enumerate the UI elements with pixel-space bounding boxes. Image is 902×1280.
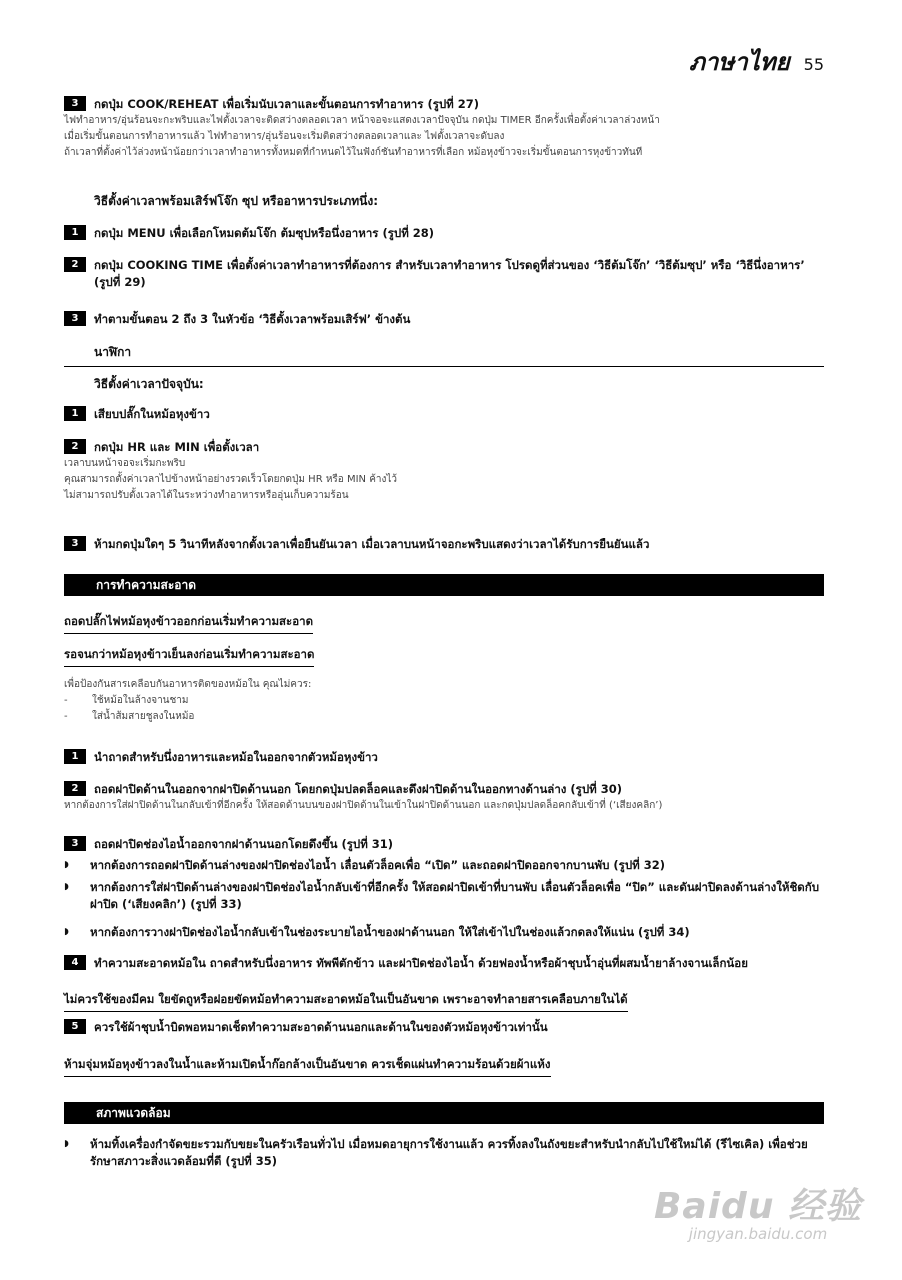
step-number: 3 (64, 96, 86, 111)
clock-heading: วิธีตั้งค่าเวลาปัจจุบัน: (94, 377, 204, 391)
warning-text: รอจนกว่าหม้อหุงข้าวเย็นลงก่อนเริ่มทำความสะอาด (64, 646, 314, 667)
baidu-watermark (654, 1178, 862, 1243)
note-line: ไฟทำอาหาร/อุ่นร้อนจะกะพริบและไฟตั้งเวลาจะติดสว่างตลอดเวลา หน้าจอจะแสดงเวลาปัจจุบัน กดปุ่ม TIMER อีกครั้งเพื่อตั้งค่าเวลาล่วงหน้า (64, 115, 660, 126)
cleaning-bullet-1 (64, 857, 824, 874)
step-text: กดปุ่ม HR และ MIN เพื่อตั้งเวลา (94, 440, 260, 454)
step-text: ห้ามกดปุ่มใดๆ 5 วินาทีหลังจากตั้งเวลาเพื่อยืนยันเวลา เมื่อเวลาบนหน้าจอกะพริบแสดงว่าเวลาได้รับการยืนยันแล้ว (94, 537, 650, 551)
warning-text: ถอดปลั๊กไฟหม้อหุงข้าวออกก่อนเริ่มทำความสะอาด (64, 613, 313, 634)
step-number: 1 (64, 225, 86, 240)
step-text: ถอดฝาปิดด้านในออกจากฝาปิดด้านนอก โดยกดปุ่มปลดล็อคและดึงฝาปิดด้านในออกทางด้านล่าง (รูปที่ 30) (94, 782, 623, 796)
bullet-text: หากต้องการวางฝาปิดช่องไอน้ำกลับเข้าในช่องระบายไอน้ำของฝาด้านนอก ให้ใส่เข้าไปในช่องแล้วกดลงให้แน่น (รูปที่ 34) (90, 925, 690, 939)
cleaning-warning-4 (64, 1053, 824, 1077)
bullet-text: ห้ามทิ้งเครื่องกำจัดขยะรวมกับขยะในครัวเรือนทั่วไป เมื่อหมดอายุการใช้งานแล้ว ควรทิ้งลงในถังขยะสำหรับนำกลับไปใช้ใหม่ได้ (รีไซเคิล) เพื่อช่วยรักษาสภาวะสิ่งแวดล้อมที่ดี (รูปที่ 35) (90, 1137, 808, 1168)
note-line: หากต้องการใส่ฝาปิดด้านในกลับเข้าที่อีกครั้ง ให้สอดด้านบนของฝาปิดด้านในเข้าในฝาปิดด้านนอก และกดปุ่มปลดล็อคกลับเข้าที่ (‘เสียงคลิก’) (64, 800, 663, 811)
cleaning-step-3 (64, 836, 824, 853)
page-header (689, 42, 824, 81)
bullet-text: หากต้องการถอดฝาปิดด้านล่างของฝาปิดช่องไอน้ำ เลื่อนตัวล็อคเพื่อ “เปิด” และถอดฝาปิดออกจากบานพับ (รูปที่ 32) (90, 858, 665, 872)
step-text: ทำตามขั้นตอน 2 ถึง 3 ในหัวข้อ ‘วิธีตั้งเวลาพร้อมเสิร์ฟ’ ข้างต้น (94, 312, 411, 326)
cleaning-bullet-2 (64, 879, 824, 913)
step-text: เสียบปลั๊กในหม้อหุงข้าว (94, 407, 210, 421)
dash-item (64, 709, 824, 725)
environment-section-bar: สภาพแวดล้อม (64, 1102, 824, 1124)
dash-text: ใส่น้ำส้มสายชูลงในหม้อ (92, 711, 195, 722)
step-number: 2 (64, 257, 86, 272)
step-number: 5 (64, 1019, 86, 1034)
step-number: 1 (64, 406, 86, 421)
language-title: ภาษาไทย (689, 48, 790, 76)
clock-title: นาฬิกา (64, 343, 824, 367)
note-line: ไม่สามารถปรับตั้งเวลาได้ในระหว่างทำอาหารหรืออุ่นเก็บความร้อน (64, 490, 349, 501)
cleaning-warning-2 (64, 643, 824, 667)
step-text: นำถาดสำหรับนึ่งอาหารและหม้อในออกจากตัวหม้อหุงข้าว (94, 750, 378, 764)
step-number: 3 (64, 836, 86, 851)
step-number: 4 (64, 955, 86, 970)
clock-step-3 (64, 536, 824, 553)
step-text: ควรใช้ผ้าชุบน้ำบิดพอหมาดเช็ดทำความสะอาดด้านนอกและด้านในของตัวหม้อหุงข้าวเท่านั้น (94, 1020, 548, 1034)
bullet-text: หากต้องการใส่ฝาปิดด้านล่างของฝาปิดช่องไอน้ำกลับเข้าที่อีกครั้ง ให้สอดฝาปิดเข้าที่บานพับ เลื่อนตัวล็อคเพื่อ “ปิด” และดันฝาปิดลงด้านล่างให้ชิดกับฝาปิด (‘เสียงคลิก’) (รูปที่ 33) (90, 880, 820, 911)
dash-text: ใช้หม้อในล้างจานชาม (92, 695, 189, 706)
bullet-mark: ◗ (64, 882, 69, 892)
preset-step-3 (64, 311, 824, 328)
cleaning-step-5 (64, 1019, 824, 1036)
step-number: 2 (64, 439, 86, 454)
note-line: เมื่อเริ่มขั้นตอนการทำอาหารแล้ว ไฟทำอาหาร/อุ่นร้อนจะเริ่มติดสว่างตลอดเวลาและ ไฟตั้งเวลาจะดับลง (64, 131, 505, 142)
clock-step-2 (64, 439, 824, 504)
dash-mark: - (64, 711, 68, 722)
dash-mark: - (64, 695, 68, 706)
clock-step-1 (64, 406, 824, 423)
cleaning-step-2 (64, 781, 824, 814)
bullet-mark: ◗ (64, 927, 69, 937)
cleaning-warning-3 (64, 988, 824, 1012)
step-text: ถอดฝาปิดช่องไอน้ำออกจากฝาด้านนอกโดยดึงขึ้น (รูปที่ 31) (94, 837, 394, 851)
step-text: กดปุ่ม COOK/REHEAT เพื่อเริ่มนับเวลาและขั้นตอนการทำอาหาร (รูปที่ 27) (94, 97, 480, 111)
preset-step-2 (64, 257, 824, 291)
note-line: ถ้าเวลาที่ตั้งค่าไว้ล่วงหน้าน้อยกว่าเวลาทำอาหารทั้งหมดที่กำหนดไว้ในฟังก์ชันทำอาหารที่เลือก หม้อหุงข้าวจะเริ่มขั้นตอนการหุงข้าวทันที (64, 147, 643, 158)
preset-step-1 (64, 225, 824, 242)
dash-item (64, 693, 824, 709)
watermark-url: jingyan.baidu.com (688, 1225, 828, 1243)
cleaning-section-bar: การทำความสะอาด (64, 574, 824, 596)
step-number: 2 (64, 781, 86, 796)
cleaning-bullet-3 (64, 924, 824, 941)
step-number: 3 (64, 311, 86, 326)
watermark-logo-text: Baidu 经验 (653, 1186, 862, 1227)
note-line: คุณสามารถตั้งค่าเวลาไปข้างหน้าอย่างรวดเร็วโดยกดปุ่ม HR หรือ MIN ค้างไว้ (64, 474, 398, 485)
step-text: กดปุ่ม MENU เพื่อเลือกโหมดต้มโจ๊ก ต้มซุปหรือนึ่งอาหาร (รูปที่ 28) (94, 226, 435, 240)
warning-text: ห้ามจุ่มหม้อหุงข้าวลงในน้ำและห้ามเปิดน้ำก๊อกล้างเป็นอันขาด ควรเช็ดแผ่นทำความร้อนด้วยผ้าแห้ง (64, 1056, 551, 1077)
bullet-mark: ◗ (64, 860, 69, 870)
step-notes (64, 456, 824, 504)
cleaning-warning-1 (64, 610, 824, 634)
preset-heading: วิธีตั้งค่าเวลาพร้อมเสิร์ฟโจ๊ก ซุป หรืออาหารประเภทนึ่ง: (94, 194, 379, 208)
step-text: กดปุ่ม COOKING TIME เพื่อตั้งค่าเวลาทำอาหารที่ต้องการ สำหรับเวลาทำอาหาร โปรดดูที่ส่วนของ ‘วิธีต้มโจ๊ก’ ‘วิธีต้มซุป’ หรือ ‘วิธีนึ่งอาหาร’ (รูปที่ 29) (94, 258, 805, 289)
step-number: 3 (64, 536, 86, 551)
cleaning-intro-block (64, 677, 824, 725)
step-note (64, 798, 824, 814)
page-number: 55 (803, 55, 824, 74)
cook-step-3 (64, 96, 824, 161)
step-text: ทำความสะอาดหม้อใน ถาดสำหรับนึ่งอาหาร ทัพพีตักข้าว และฝาปิดช่องไอน้ำ ด้วยฟองน้ำหรือผ้าชุบน้ำอุ่นที่ผสมน้ำยาล้างจานเล็กน้อย (94, 956, 748, 970)
cleaning-intro: เพื่อป้องกันสารเคลือบกันอาหารติดของหม้อใน คุณไม่ควร: (64, 679, 312, 690)
step-number: 1 (64, 749, 86, 764)
warning-text: ไม่ควรใช้ของมีคม ใยขัดถูหรือฝอยขัดหม้อทำความสะอาดหม้อในเป็นอันขาด เพราะอาจทำลายสารเคลือบภายในได้ (64, 991, 628, 1012)
cleaning-step-1 (64, 749, 824, 766)
environment-bullet (64, 1136, 824, 1170)
bullet-mark: ◗ (64, 1139, 69, 1149)
step-notes (64, 113, 824, 161)
note-line: เวลาบนหน้าจอจะเริ่มกะพริบ (64, 458, 186, 469)
cleaning-step-4 (64, 955, 824, 972)
